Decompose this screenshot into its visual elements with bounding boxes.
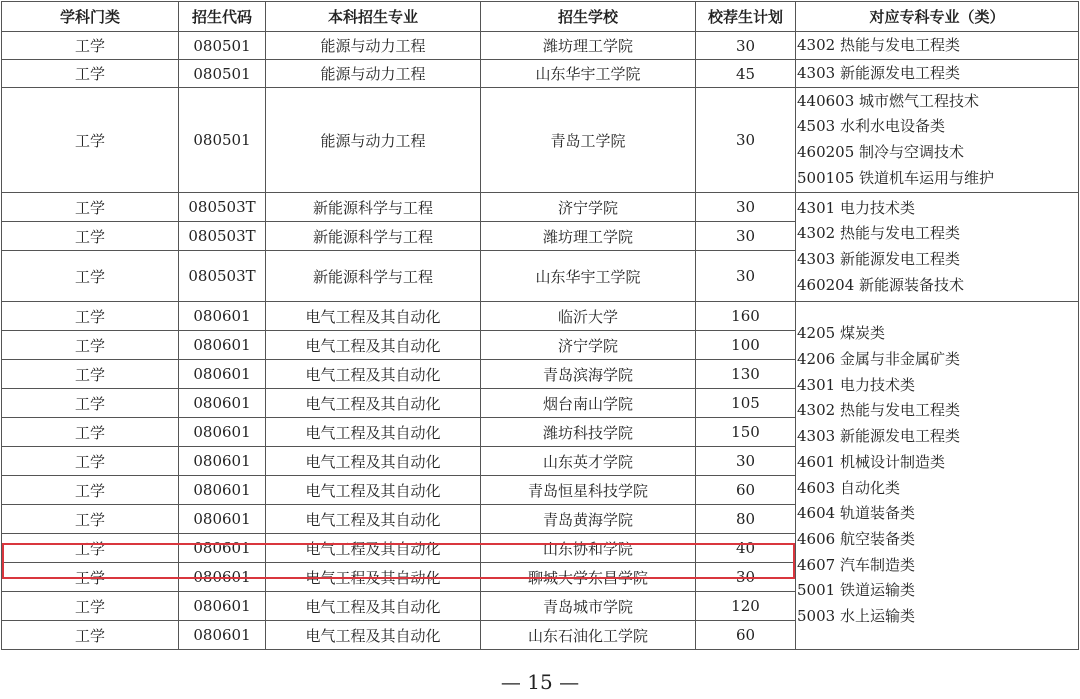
table-row — [2, 88, 1079, 193]
cell-major: 电气工程及其自动化 — [266, 389, 481, 418]
cell-plan: 45 — [696, 60, 796, 88]
cell-major: 电气工程及其自动化 — [266, 447, 481, 476]
cell-plan: 30 — [696, 251, 796, 302]
cell-category: 工学 — [2, 360, 179, 389]
table-row — [2, 60, 1079, 88]
cell-plan: 100 — [696, 331, 796, 360]
cell-plan: 80 — [696, 505, 796, 534]
counterpart-line: 460204 新能源装备技术 — [797, 275, 965, 294]
cell-plan: 130 — [696, 360, 796, 389]
cell-major: 电气工程及其自动化 — [266, 563, 481, 592]
cell-major: 电气工程及其自动化 — [266, 331, 481, 360]
enrollment-table — [1, 1, 1079, 650]
cell-school: 山东华宇工学院 — [481, 60, 696, 88]
cell-category: 工学 — [2, 331, 179, 360]
cell-major: 电气工程及其自动化 — [266, 505, 481, 534]
cell-category: 工学 — [2, 476, 179, 505]
cell-category: 工学 — [2, 389, 179, 418]
cell-school: 山东石油化工学院 — [481, 621, 696, 650]
cell-school: 聊城大学东昌学院 — [481, 563, 696, 592]
cell-plan: 60 — [696, 621, 796, 650]
header-school: 招生学校 — [481, 2, 696, 32]
cell-school: 青岛黄海学院 — [481, 505, 696, 534]
cell-school: 青岛城市学院 — [481, 592, 696, 621]
cell-category: 工学 — [2, 621, 179, 650]
cell-counterpart-group — [796, 60, 1079, 88]
cell-code: 080503T — [179, 193, 266, 222]
cell-plan: 30 — [696, 447, 796, 476]
cell-code: 080503T — [179, 222, 266, 251]
counterpart-line: 4206 金属与非金属矿类 — [797, 349, 960, 368]
header-category: 学科门类 — [2, 2, 179, 32]
cell-code: 080601 — [179, 360, 266, 389]
page-number: — 15 — — [500, 670, 580, 694]
cell-category: 工学 — [2, 592, 179, 621]
counterpart-line: 4301 电力技术类 — [797, 198, 915, 217]
counterpart-line: 4302 热能与发电工程类 — [797, 401, 960, 420]
counterpart-line: 4303 新能源发电工程类 — [797, 250, 960, 268]
cell-category: 工学 — [2, 88, 179, 193]
counterpart-line: 5001 铁道运输类 — [797, 581, 915, 600]
cell-code: 080501 — [179, 32, 266, 60]
cell-category: 工学 — [2, 563, 179, 592]
cell-school: 山东华宇工学院 — [481, 251, 696, 302]
cell-school: 潍坊理工学院 — [481, 222, 696, 251]
cell-major: 新能源科学与工程 — [266, 251, 481, 302]
counterpart-line: 5003 水上运输类 — [797, 607, 915, 626]
counterpart-line: 4601 机械设计制造类 — [797, 452, 945, 471]
cell-code: 080501 — [179, 60, 266, 88]
cell-category: 工学 — [2, 32, 179, 60]
counterpart-line: 4301 电力技术类 — [797, 375, 915, 394]
cell-category: 工学 — [2, 222, 179, 251]
cell-plan: 30 — [696, 88, 796, 193]
cell-school: 青岛滨海学院 — [481, 360, 696, 389]
cell-school: 山东协和学院 — [481, 534, 696, 563]
cell-code: 080601 — [179, 534, 266, 563]
cell-code: 080601 — [179, 447, 266, 476]
counterpart-line: 4604 轨道装备类 — [797, 504, 915, 523]
cell-school: 临沂大学 — [481, 302, 696, 331]
cell-category: 工学 — [2, 447, 179, 476]
cell-school: 潍坊科技学院 — [481, 418, 696, 447]
cell-plan: 120 — [696, 592, 796, 621]
header-major: 本科招生专业 — [266, 2, 481, 32]
cell-major: 电气工程及其自动化 — [266, 621, 481, 650]
cell-major: 新能源科学与工程 — [266, 222, 481, 251]
cell-counterpart-group — [796, 88, 1079, 193]
cell-category: 工学 — [2, 534, 179, 563]
cell-code: 080503T — [179, 251, 266, 302]
cell-code: 080601 — [179, 418, 266, 447]
cell-category: 工学 — [2, 60, 179, 88]
cell-school: 青岛工学院 — [481, 88, 696, 193]
cell-counterpart-group — [796, 32, 1079, 60]
counterpart-line: 4603 自动化类 — [797, 478, 900, 497]
cell-school: 潍坊理工学院 — [481, 32, 696, 60]
cell-school: 济宁学院 — [481, 331, 696, 360]
cell-code: 080601 — [179, 505, 266, 534]
counterpart-line: 500105 铁道机车运用与维护 — [797, 168, 995, 187]
counterpart-line: 4606 航空装备类 — [797, 529, 915, 548]
cell-category: 工学 — [2, 193, 179, 222]
cell-plan: 160 — [696, 302, 796, 331]
cell-school: 济宁学院 — [481, 193, 696, 222]
counterpart-line: 4302 热能与发电工程类 — [797, 224, 960, 243]
cell-plan: 30 — [696, 32, 796, 60]
cell-category: 工学 — [2, 302, 179, 331]
counterpart-line: 460205 制冷与空调技术 — [797, 143, 965, 161]
cell-major: 新能源科学与工程 — [266, 193, 481, 222]
cell-code: 080601 — [179, 302, 266, 331]
cell-school: 山东英才学院 — [481, 447, 696, 476]
counterpart-line: 4607 汽车制造类 — [797, 555, 915, 574]
cell-major: 电气工程及其自动化 — [266, 418, 481, 447]
cell-school: 烟台南山学院 — [481, 389, 696, 418]
cell-plan: 60 — [696, 476, 796, 505]
cell-plan: 105 — [696, 389, 796, 418]
cell-major: 电气工程及其自动化 — [266, 302, 481, 331]
cell-plan: 150 — [696, 418, 796, 447]
cell-major: 电气工程及其自动化 — [266, 534, 481, 563]
counterpart-line: 4503 水利水电设备类 — [797, 117, 945, 136]
cell-category: 工学 — [2, 418, 179, 447]
cell-school: 青岛恒星科技学院 — [481, 476, 696, 505]
cell-major: 能源与动力工程 — [266, 60, 481, 88]
counterpart-line: 440603 城市燃气工程技术 — [797, 91, 980, 110]
table-row — [2, 302, 1079, 331]
counterpart-line: 4303 新能源发电工程类 — [797, 63, 960, 82]
cell-category: 工学 — [2, 505, 179, 534]
cell-counterpart-group — [796, 302, 1079, 650]
cell-plan: 30 — [696, 193, 796, 222]
header-counterpart: 对应专科专业（类） — [796, 2, 1079, 32]
counterpart-line: 4302 热能与发电工程类 — [797, 35, 960, 54]
cell-code: 080601 — [179, 389, 266, 418]
cell-code: 080601 — [179, 476, 266, 505]
cell-major: 能源与动力工程 — [266, 88, 481, 193]
header-code: 招生代码 — [179, 2, 266, 32]
cell-major: 电气工程及其自动化 — [266, 592, 481, 621]
cell-code: 080601 — [179, 621, 266, 650]
table-header-row — [2, 2, 1079, 32]
cell-code: 080501 — [179, 88, 266, 193]
table-row — [2, 32, 1079, 60]
cell-major: 电气工程及其自动化 — [266, 476, 481, 505]
cell-code: 080601 — [179, 592, 266, 621]
cell-major: 能源与动力工程 — [266, 32, 481, 60]
counterpart-line: 4303 新能源发电工程类 — [797, 427, 960, 446]
cell-code: 080601 — [179, 563, 266, 592]
table-row — [2, 193, 1079, 222]
cell-counterpart-group — [796, 193, 1079, 302]
cell-major: 电气工程及其自动化 — [266, 360, 481, 389]
cell-plan: 30 — [696, 563, 796, 592]
cell-plan: 30 — [696, 222, 796, 251]
cell-category: 工学 — [2, 251, 179, 302]
cell-code: 080601 — [179, 331, 266, 360]
header-plan: 校荐生计划 — [696, 2, 796, 32]
cell-plan: 40 — [696, 534, 796, 563]
counterpart-line: 4205 煤炭类 — [797, 324, 885, 343]
